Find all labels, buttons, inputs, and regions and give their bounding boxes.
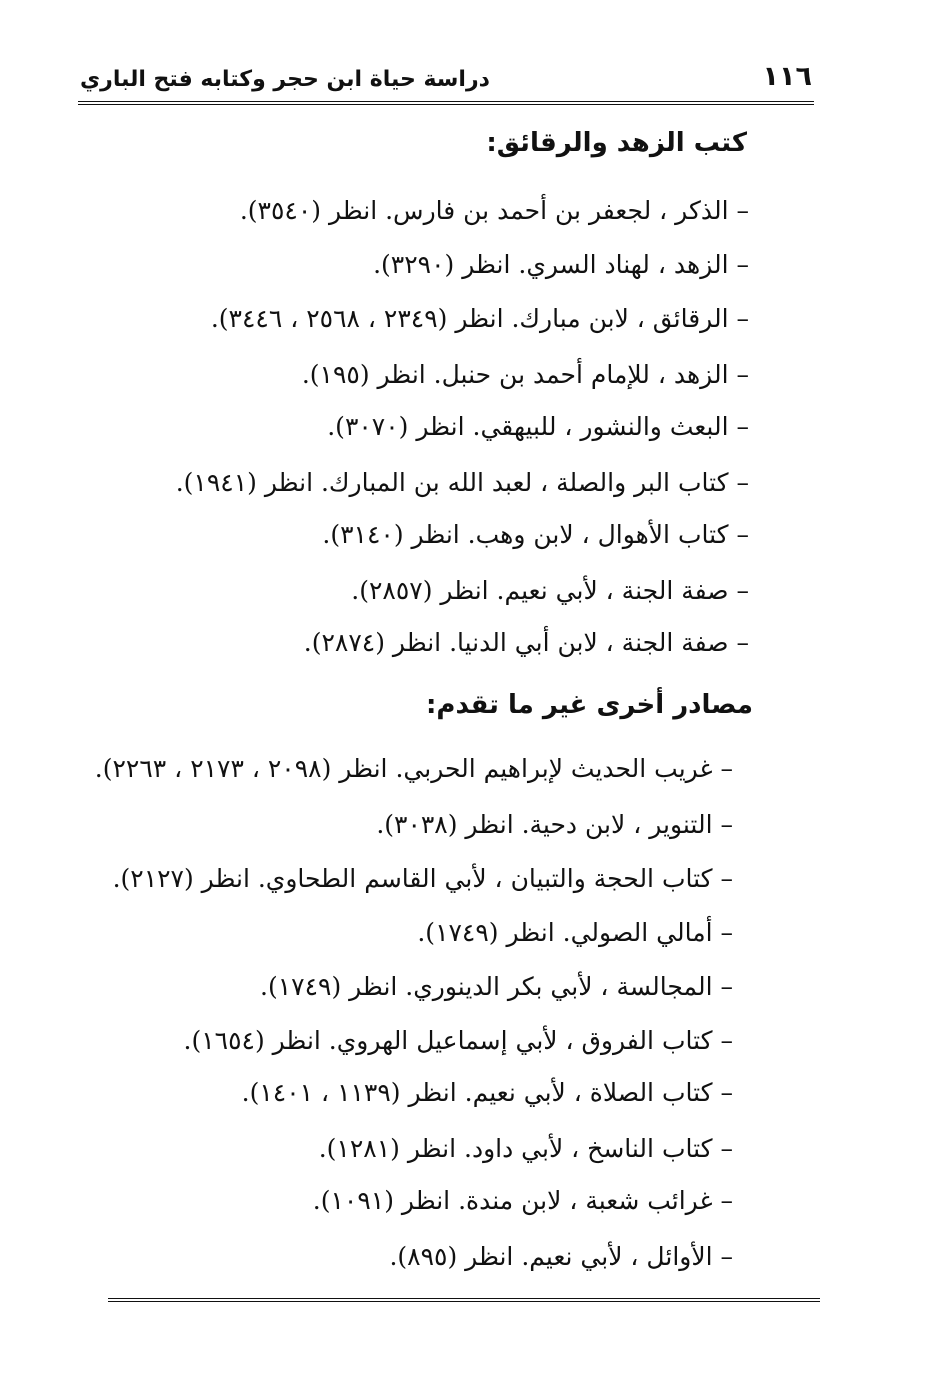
- list-item: – كتاب البر والصلة ، لعبد الله بن المبارك. انظر (١٩٤١).: [175, 468, 749, 497]
- section-heading-other-sources: مصادر أخرى غير ما تقدم:: [425, 690, 753, 720]
- list-item: – الزهد ، للإمام أحمد بن حنبل. انظر (١٩٥).: [301, 360, 749, 389]
- list-item: – التنوير ، لابن دحية. انظر (٣٠٣٨).: [376, 810, 733, 839]
- running-title: دراسة حياة ابن حجر وكتابه فتح الباري: [80, 67, 490, 92]
- list-item: – غريب الحديث لإبراهيم الحربي. انظر (٢٠٩٨ ، ٢١٧٣ ، ٢٢٦٣).: [94, 754, 733, 783]
- list-item: – صفة الجنة ، لابن أبي الدنيا. انظر (٢٨٧٤).: [303, 628, 749, 657]
- list-item: – الزهد ، لهناد السري. انظر (٣٢٩٠).: [373, 250, 749, 279]
- list-item: – صفة الجنة ، لأبي نعيم. انظر (٢٨٥٧).: [351, 576, 749, 605]
- list-item: – أمالي الصولي. انظر (١٧٤٩).: [417, 918, 733, 947]
- list-item: – البعث والنشور ، للبيهقي. انظر (٣٠٧٠).: [327, 412, 749, 441]
- list-item: – الذكر ، لجعفر بن أحمد بن فارس. انظر (٣٥٤٠).: [239, 196, 749, 225]
- page-number: ١١٦: [762, 61, 812, 92]
- page-header: [80, 62, 812, 98]
- list-item: – المجالسة ، لأبي بكر الدينوري. انظر (١٧٤٩).: [260, 972, 733, 1001]
- list-item: – كتاب الناسخ ، لأبي داود. انظر (١٢٨١).: [318, 1134, 733, 1163]
- footer-rule: [108, 1298, 820, 1302]
- list-item: – كتاب الأهوال ، لابن وهب. انظر (٣١٤٠).: [322, 520, 749, 549]
- list-item: – الرقائق ، لابن مبارك. انظر (٢٣٤٩ ، ٢٥٦٨ ، ٣٤٤٦).: [210, 304, 749, 333]
- list-item: – كتاب الصلاة ، لأبي نعيم. انظر (١١٣٩ ، ١٤٠١).: [241, 1078, 733, 1107]
- list-item: – كتاب الفروق ، لأبي إسماعيل الهروي. انظر (١٦٥٤).: [183, 1026, 733, 1055]
- header-rule: [78, 101, 814, 105]
- list-item: – الأوائل ، لأبي نعيم. انظر (٨٩٥).: [389, 1242, 733, 1271]
- section-heading-zuhd: كتب الزهد والرقائق:: [486, 128, 747, 158]
- list-item: – غرائب شعبة ، لابن مندة. انظر (١٠٩١).: [312, 1186, 733, 1215]
- list-item: – كتاب الحجة والتبيان ، لأبي القاسم الطحاوي. انظر (٢١٢٧).: [112, 864, 733, 893]
